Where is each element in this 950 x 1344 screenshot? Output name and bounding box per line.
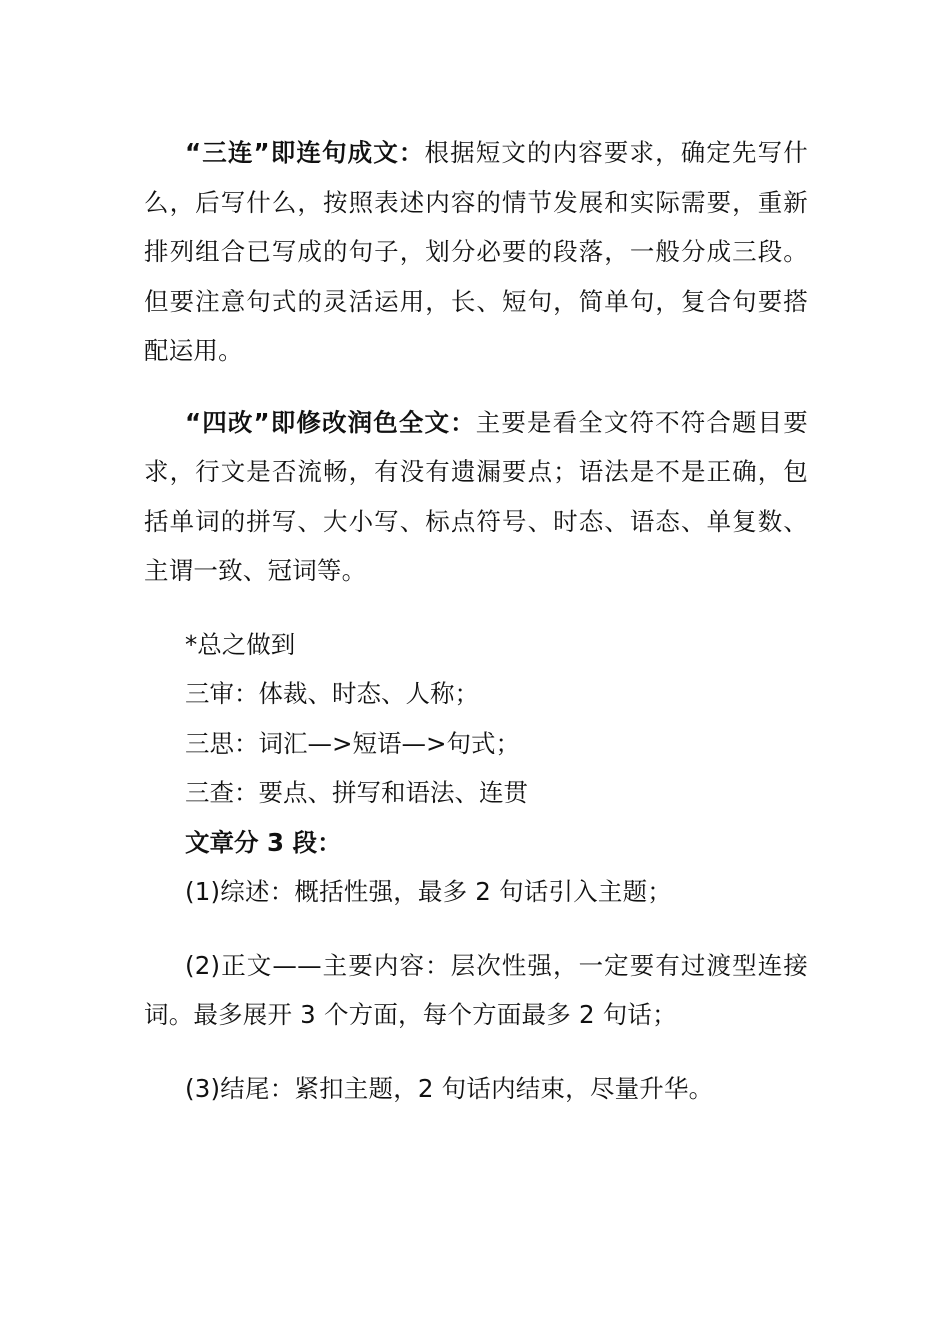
structure-item-body: (2)正文——主要内容：层次性强，一定要有过渡型连接词。最多展开 3 个方面，每个方面最多 2 句话； bbox=[144, 950, 808, 1029]
paragraph-sanlian bbox=[144, 128, 808, 376]
paragraph-sanlian-text: 根据短文的内容要求，确定先写什么，后写什么，按照表述内容的情节发展和实际需要，重新排列组合已写成的句子，划分必要的段落，一般分成三段。但要注意句式的灵活运用，长、短句，简单句，复合句要搭配运用。 bbox=[144, 138, 808, 365]
summary-item-shen: 三审：体裁、时态、人称； bbox=[185, 679, 479, 708]
structure-item-intro: (1)综述：概括性强，最多 2 句话引入主题； bbox=[185, 877, 672, 906]
paragraph-sigai-heading: “四改”即修改润色全文： bbox=[185, 407, 476, 437]
structure-title-text: 文章分 3 段： bbox=[185, 827, 342, 857]
summary-title: *总之做到 bbox=[185, 629, 296, 659]
paragraph-sanlian-heading: “三连”即连句成文： bbox=[185, 138, 425, 167]
paragraph-sigai-text: 主要是看全文符不符合题目要求，行文是否流畅，有没有遗漏要点；语法是不是正确，包括单词的拼写、大小写、标点符号、时态、语态、单复数、主谓一致、冠词等。 bbox=[144, 407, 808, 585]
document-body bbox=[144, 128, 808, 1113]
structure-item-ending: (3)结尾：紧扣主题，2 句话内结束，尽量升华。 bbox=[185, 1073, 714, 1103]
summary-item-si: 三思：词汇—>短语—>句式； bbox=[185, 728, 521, 758]
paragraph-sigai bbox=[144, 398, 808, 596]
structure-title bbox=[144, 818, 808, 868]
summary-item-cha: 三查：要点、拼写和语法、连贯 bbox=[185, 778, 528, 807]
